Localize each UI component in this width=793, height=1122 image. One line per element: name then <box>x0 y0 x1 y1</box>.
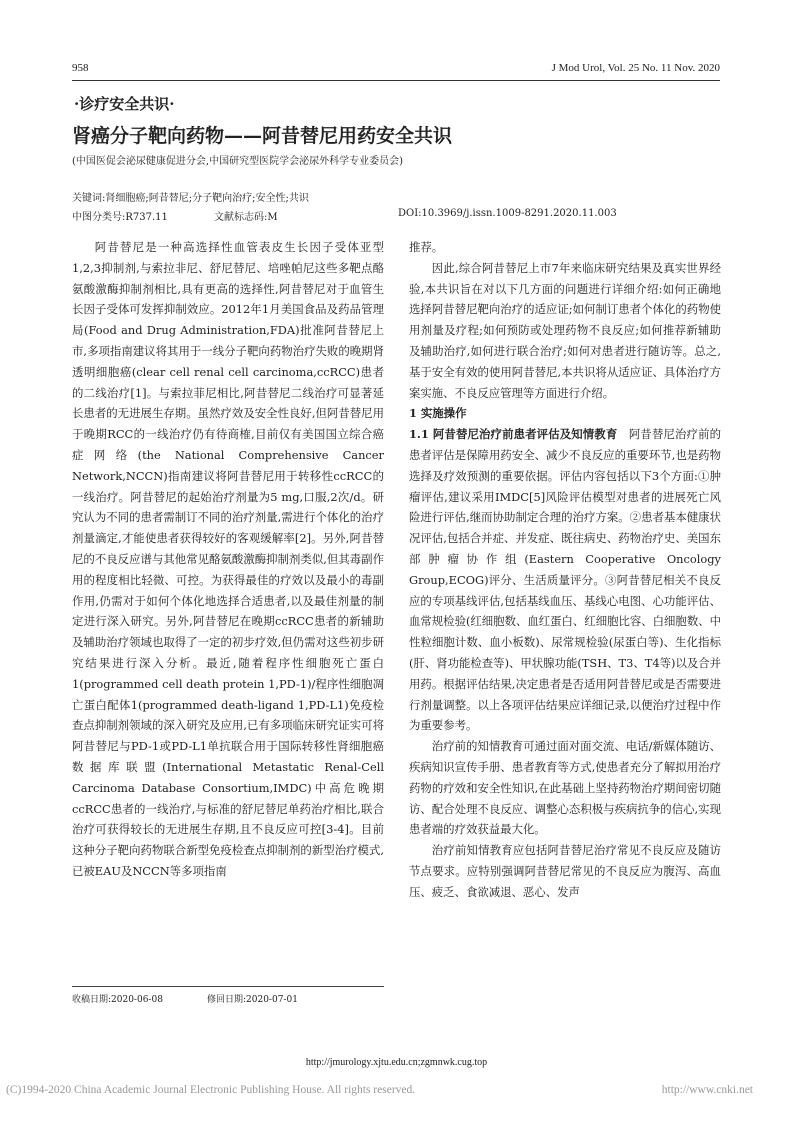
cnki-link[interactable]: http://www.cnki.net <box>661 1084 753 1096</box>
journal-citation: J Mod Urol, Vol. 25 No. 11 Nov. 2020 <box>551 62 720 74</box>
keywords: 关键词:肾细胞癌;阿昔替尼;分子靶向治疗;安全性;共识 <box>72 193 309 204</box>
revised-date: 修回日期:2020-07-01 <box>207 995 298 1005</box>
clc-number: 中图分类号:R737.11 <box>72 212 168 223</box>
footnote-rule <box>72 986 384 987</box>
intro-paragraph: 阿昔替尼是一种高选择性血管表皮生长因子受体亚型1,2,3抑制剂,与索拉非尼、舒尼替尼、培唑帕尼这些多靶点酪氨酸激酶抑制剂相比,具有更高的选择性,阿昔替尼对于血管生长因子受体可发挥抑制效应。2012年1月美国食品及药品管理局(Food and Drug Administration,FDA)批准阿昔替尼上市,多项指南建议将其用于一线分子靶向药物治疗失败的晚期肾透明细胞癌(clear cell renal cell carcinoma,ccRCC)患者的二线治疗[1]。与索拉菲尼相比,阿昔替尼二线治疗可显著延长患者的无进展生存期。虽然疗效及安全性良好,但阿昔替尼用于晚期RCC的一线治疗仍有待商榷,目前仅有美国国立综合癌症网络(the National Comprehensive Cancer Network,NCCN)指南建议将阿昔替尼用于转移性ccRCC的一线治疗。阿昔替尼的起始治疗剂量为5 mg,口服,2次/d。研究认为不同的患者需制订不同的治疗剂量,需进行个体化的治疗剂量滴定,才能使患者获得较好的客观缓解率[2]。另外,阿昔替尼的不良反应谱与其他常见酪氨酸激酶抑制剂类似,但其毒副作用的程度相比轻微、可控。为获得最佳的疗效以及最小的毒副作用,仍需对于如何个体化地选择合适患者,以及最佳剂量的制定进行深入研究。另外,阿昔替尼在晚期ccRCC患者的新辅助及辅助治疗领域也取得了一定的初步疗效,但仍需对这些初步研究结果进行深入分析。最近,随着程序性细胞死亡蛋白1(programmed cell death protein 1,PD-1)/程序性细胞凋亡蛋白配体1(programmed death-ligand 1,PD-L1)免疫检查点抑制剂领域的深入研究及应用,已有多项临床研究证实可将阿昔替尼与PD-1或PD-L1单抗联合用于国际转移性肾细胞癌数据库联盟(International Metastatic Renal-Cell Carcinoma Database Consortium,IMDC)中高危晚期ccRCC患者的一线治疗,与标准的舒尼替尼单药治疗相比,联合治疗可获得较长的无进展生存期,且不良反应可控[3-4]。目前这种分子靶向药物联合新型免疫检查点抑制剂的新型治疗模式,已被EAU及NCCN等多项指南 <box>72 240 384 878</box>
copyright-notice: (C)1994-2020 China Academic Journal Electronic Publishing House. All rights reserved. <box>6 1084 416 1096</box>
education-paragraph: 治疗前的知情教育可通过面对面交流、电话/新媒体随访、疾病知识宣传手册、患者教育等方式,使患者充分了解拟用治疗药物的疗效和安全性知识,在此基础上坚持药物治疗期间密切随访、配合处理不良反应、调整心态积极与疾病抗争的信心,实现患者端的疗效获益最大化。 <box>409 739 721 837</box>
assessment-paragraph: 阿昔替尼治疗前的患者评估是保障用药安全、减少不良反应的重要环节,也是药物选择及疗效预测的重要依据。评估内容包括以下3个方面:①肿瘤评估,建议采用IMDC[5]风险评估模型对患者的进展死亡风险进行评估,继而协助制定合理的治疗方案。②患者基本健康状况评估,包括合并症、并发症、既往病史、药物治疗史、美国东部肿瘤协作组(Eastern Cooperative Oncology Group,ECOG)评分、生活质量评分。③阿昔替尼相关不良反应的专项基线评估,包括基线血压、基线心电图、心功能评估、血常规检验(红细胞数、血红蛋白、红细胞比容、白细胞数、中性粒细胞计数、血小板数)、尿常规检验(尿蛋白等)、生化指标(肝、肾功能检查等)、甲状腺功能(TSH、T3、T4等)以及合并用药。根据评估结果,决定患者是否适用阿昔替尼或是否需要进行剂量调整。以上各项评估结果应详细记录,以便治疗过程中作为重要参考。 <box>409 427 722 733</box>
section-heading: 1 实施操作 <box>409 406 467 421</box>
document-code: 文献标志码:M <box>214 212 278 223</box>
paragraph-continuation: 推荐。 <box>409 240 444 254</box>
article-title: 肾癌分子靶向药物——阿昔替尼用药安全共识 <box>72 125 453 147</box>
section-tag: ·诊疗安全共识· <box>74 95 175 113</box>
doi: DOI:10.3969/j.issn.1009-8291.2020.11.003 <box>398 208 617 219</box>
header-rule <box>72 80 720 81</box>
received-date: 收稿日期:2020-06-08 <box>72 995 163 1005</box>
subsection-heading: 1.1 阿昔替尼治疗前患者评估及知情教育 <box>409 427 618 442</box>
author-affiliation: (中国医促会泌尿健康促进分会,中国研究型医院学会泌尿外科学专业委员会) <box>72 156 403 167</box>
page-number: 958 <box>72 62 89 74</box>
scope-paragraph: 因此,综合阿昔替尼上市7年来临床研究结果及真实世界经验,本共识旨在对以下几方面的问题进行详细介绍:如何正确地选择阿昔替尼靶向治疗的适应证;如何制订患者个体化的药物使用剂量及疗程;如何预防或处理药物不良反应;如何推荐新辅助及辅助治疗,如何进行联合治疗;如何对患者进行随访等。总之,基于安全有效的使用阿昔替尼,本共识将从适应证、具体治疗方案实施、不良反应管理等方面进行介绍。 <box>409 260 721 400</box>
adverse-events-paragraph: 治疗前知情教育应包括阿昔替尼治疗常见不良反应及随访节点要求。应特别强调阿昔替尼常见的不良反应为腹泻、高血压、疲乏、食欲减退、恶心、发声 <box>409 843 721 899</box>
left-column <box>72 237 384 882</box>
journal-urls: http://jmurology.xjtu.edu.cn;zgmnwk.cug.top <box>305 1057 488 1068</box>
right-column <box>409 237 721 903</box>
